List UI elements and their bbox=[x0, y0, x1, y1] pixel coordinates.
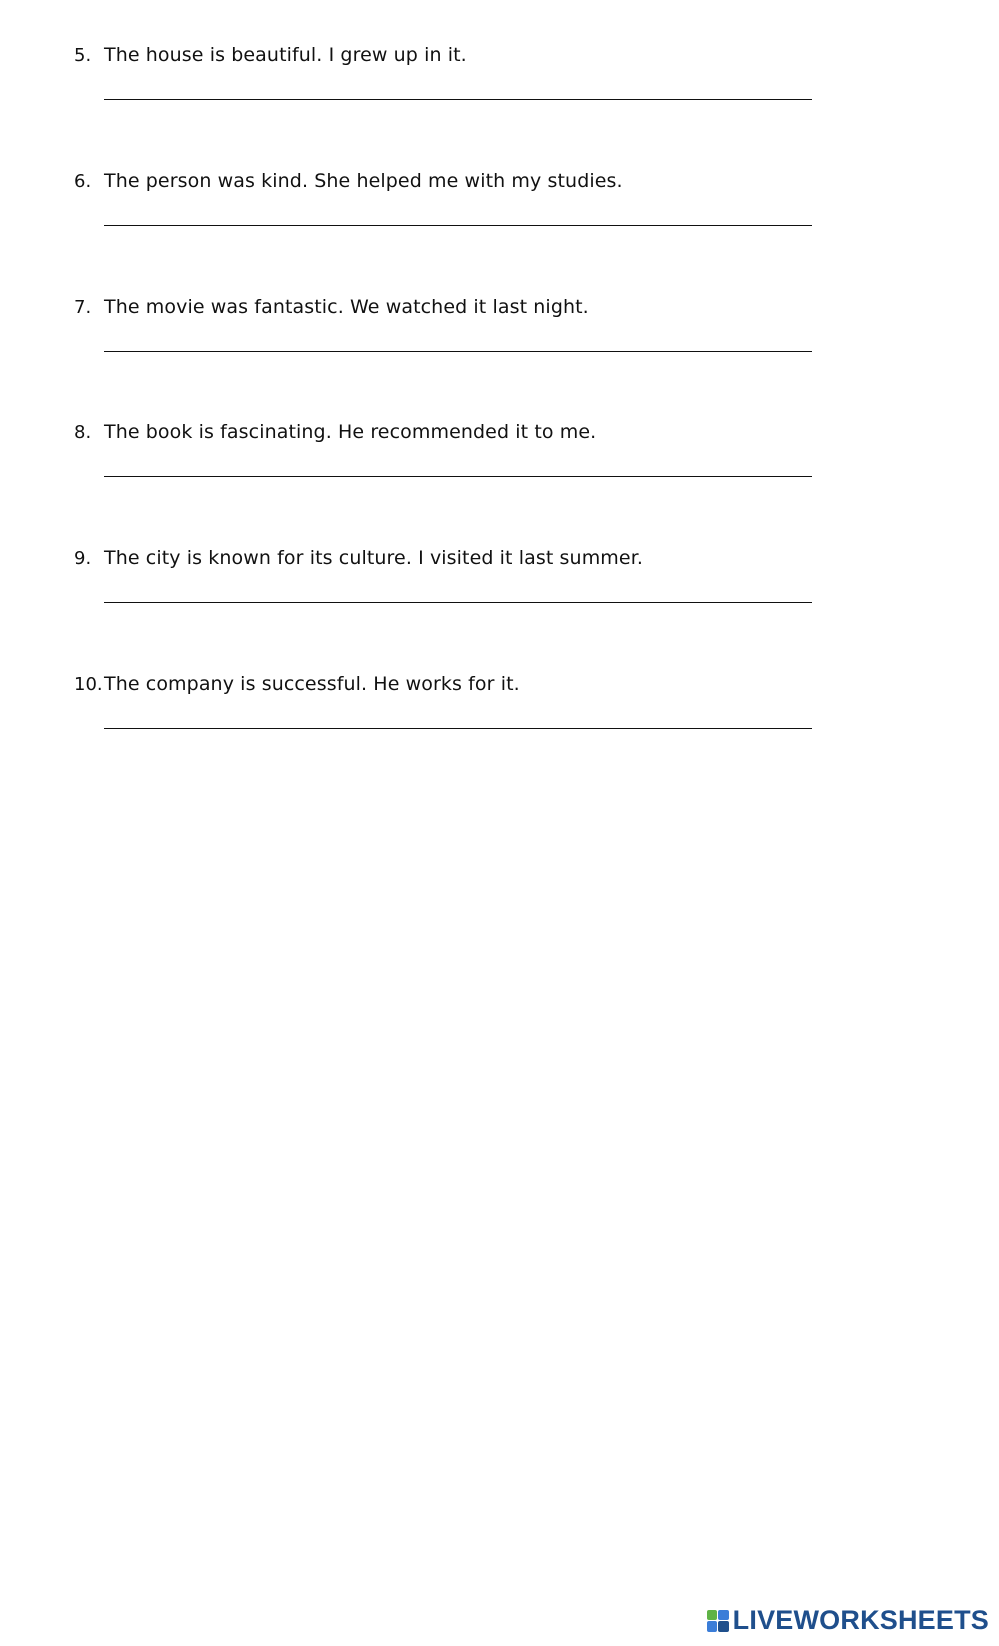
liveworksheets-logo bbox=[707, 1607, 989, 1634]
answer-line[interactable] bbox=[104, 728, 812, 729]
question-number: 7. bbox=[74, 297, 92, 318]
answer-line[interactable] bbox=[104, 99, 812, 100]
question-number: 9. bbox=[74, 548, 92, 569]
question-number: 6. bbox=[74, 171, 92, 192]
question-number: 8. bbox=[74, 422, 92, 443]
answer-line[interactable] bbox=[104, 602, 812, 603]
logo-text: LIVEWORKSHEETS bbox=[732, 1605, 989, 1635]
question-text: The house is beautiful. I grew up in it. bbox=[104, 44, 467, 66]
question-5 bbox=[74, 44, 834, 66]
question-6 bbox=[74, 170, 834, 192]
question-number: 5. bbox=[74, 45, 92, 66]
question-text: The book is fascinating. He recommended it to me. bbox=[104, 421, 597, 443]
question-7 bbox=[74, 296, 834, 318]
question-8 bbox=[74, 421, 834, 443]
answer-line[interactable] bbox=[104, 351, 812, 352]
question-10 bbox=[74, 673, 834, 695]
liveworksheets-logo-icon bbox=[707, 1610, 729, 1632]
question-number: 10. bbox=[74, 674, 103, 695]
question-text: The movie was fantastic. We watched it last night. bbox=[104, 296, 589, 318]
answer-line[interactable] bbox=[104, 476, 812, 477]
question-text: The person was kind. She helped me with my studies. bbox=[104, 170, 623, 192]
question-text: The company is successful. He works for it. bbox=[104, 673, 520, 695]
question-text: The city is known for its culture. I visited it last summer. bbox=[104, 547, 644, 569]
answer-line[interactable] bbox=[104, 225, 812, 226]
question-9 bbox=[74, 547, 834, 569]
